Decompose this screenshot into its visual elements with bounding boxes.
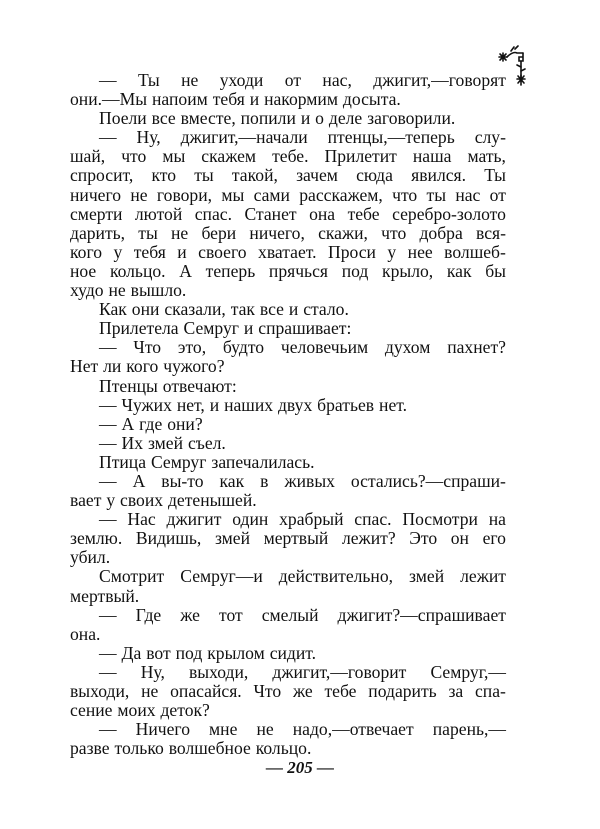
- text-line: — А где они?: [99, 413, 203, 434]
- text-line: она.: [70, 623, 101, 644]
- text-line: — Что это, будто человечьим духом пахнет?: [99, 337, 506, 358]
- text-line: Поели все вместе, попили и о деле заговорили.: [99, 108, 456, 129]
- text-line: — Да вот под крылом сидит.: [99, 642, 317, 663]
- text-line: они.—Мы напоим тебя и накормим досыта.: [70, 89, 401, 110]
- text-line: выходи, не опасайся. Что же тебе подарить за спа-: [70, 681, 506, 701]
- text-line: — Ничего мне не надо,—отвечает парень,—: [99, 719, 506, 740]
- text-line: Прилетела Семруг и спрашивает:: [99, 318, 352, 339]
- text-line: дарить, ты не бери ничего, скажи, что добра вся-: [70, 222, 506, 243]
- text-line: разве только волшебное кольцо.: [70, 738, 312, 759]
- text-line: — Где же тот смелый джигит?—спрашивает: [99, 604, 506, 625]
- text-line: — Их змей съел.: [99, 432, 226, 453]
- text-line: — Ты не уходи от нас, джигит,—говорят: [99, 70, 506, 90]
- text-line: ное кольцо. А теперь прячься под крыло, как бы: [70, 260, 506, 281]
- text-line: Нет ли кого чужого?: [70, 356, 225, 377]
- text-line: Смотрит Семруг—и действительно, змей лежит: [99, 566, 506, 587]
- page-text-block: [70, 71, 506, 758]
- text-line: Как они сказали, так все и стало.: [99, 299, 349, 320]
- text-line: мертвый.: [70, 585, 140, 606]
- text-line: шай, что мы скажем тебе. Прилетит наша мать,: [70, 146, 506, 167]
- text-line: — Ну, джигит,—начали птенцы,—теперь слу-: [99, 127, 506, 148]
- text-line: убил.: [70, 547, 111, 568]
- text-line: ничего не говори, мы сами расскажем, что ты нас от: [70, 184, 506, 205]
- text-line: вает у своих детенышей.: [70, 490, 257, 511]
- page-number: — 205 —: [266, 758, 334, 777]
- text-line: спросит, кто ты такой, зачем сюда явился. Ты: [70, 165, 506, 186]
- text-line: сение моих деток?: [70, 700, 210, 721]
- text-line: землю. Видишь, змей мертвый лежит? Это он его: [70, 528, 506, 549]
- text-line: — Ну, выходи, джигит,—говорит Семруг,—: [99, 661, 506, 682]
- text-line: худо не вышло.: [70, 280, 187, 301]
- text-line: — Чужих нет, и наших двух братьев нет.: [99, 394, 408, 415]
- text-line: кого у тебя и своего хватает. Проси у нее волшеб-: [70, 241, 506, 262]
- text-line: — А вы-то как в живых остались?—спраши-: [99, 470, 506, 491]
- text-line: — Нас джигит один храбрый спас. Посмотри на: [99, 509, 506, 530]
- text-line: Птенцы отвечают:: [99, 375, 237, 396]
- text-line: Птица Семруг запечалилась.: [99, 451, 315, 472]
- text-line: смерти лютой спас. Станет она тебе серебро-золото: [70, 203, 506, 224]
